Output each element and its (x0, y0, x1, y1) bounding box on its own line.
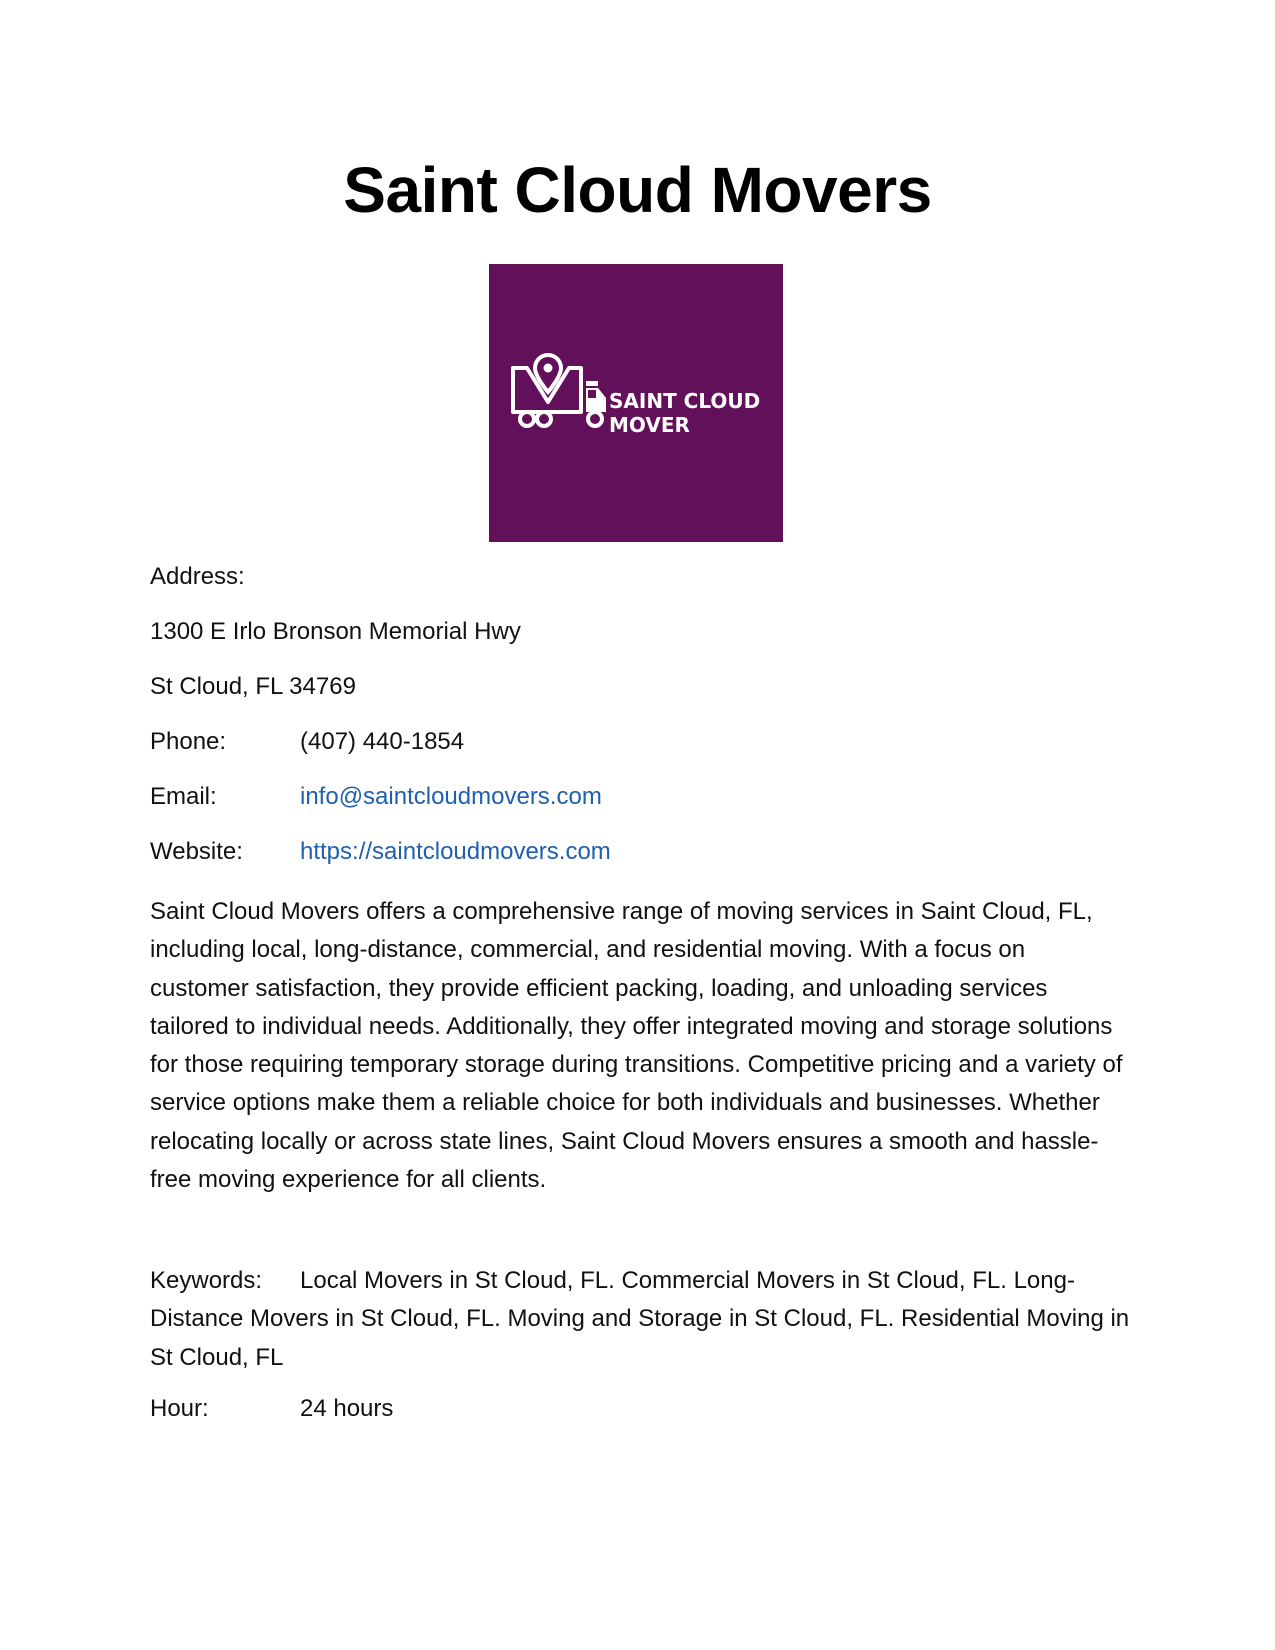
keywords-text: Local Movers in St Cloud, FL. Commercial Movers in St Cloud, FL. Long-Distance Movers in St Cloud, FL. Moving and Storage in St Cloud, FL. Residential Moving in St Cloud, FL (150, 1267, 1130, 1371)
address-label: Address: (150, 563, 245, 590)
logo-line-2: MOVER (609, 413, 690, 437)
email-row (150, 782, 602, 812)
hours-value: 24 hours (300, 1395, 394, 1422)
address-line-1: 1300 E Irlo Bronson Memorial Hwy (150, 618, 521, 645)
logo-wordmark (609, 389, 760, 437)
email-link[interactable]: info@saintcloudmovers.com (300, 783, 602, 810)
keywords-paragraph (150, 1262, 1130, 1377)
address-line-2: St Cloud, FL 34769 (150, 673, 356, 700)
keywords-label: Keywords: (150, 1267, 263, 1294)
hours-row (150, 1394, 393, 1424)
website-label: Website: (150, 838, 243, 865)
hours-label: Hour: (150, 1395, 209, 1422)
company-logo (489, 264, 783, 542)
phone-label: Phone: (150, 728, 227, 755)
phone-number[interactable]: (407) 440-1854 (300, 728, 465, 755)
website-link[interactable]: https://saintcloudmovers.com (300, 838, 611, 865)
page-title: Saint Cloud Movers (343, 154, 932, 226)
phone-row (150, 727, 464, 757)
email-label: Email: (150, 783, 217, 810)
website-row (150, 837, 611, 867)
logo-line-1: SAINT CLOUD (609, 389, 761, 413)
description-paragraph: Saint Cloud Movers offers a comprehensive range of moving services in Saint Cloud, FL, including local, long-distance, commercial, and residential moving. With a focus on customer satisfaction, they provide efficient packing, loading, and unloading services tailored to individual needs. Additionally, they offer integrated moving and storage solutions for those requiring temporary storage during transitions. Competitive pricing and a variety of service options make them a reliable choice for both individuals and businesses. Whether relocating locally or across state lines, Saint Cloud Movers ensures a smooth and hassle-free moving experience for all clients. (150, 898, 1123, 1194)
